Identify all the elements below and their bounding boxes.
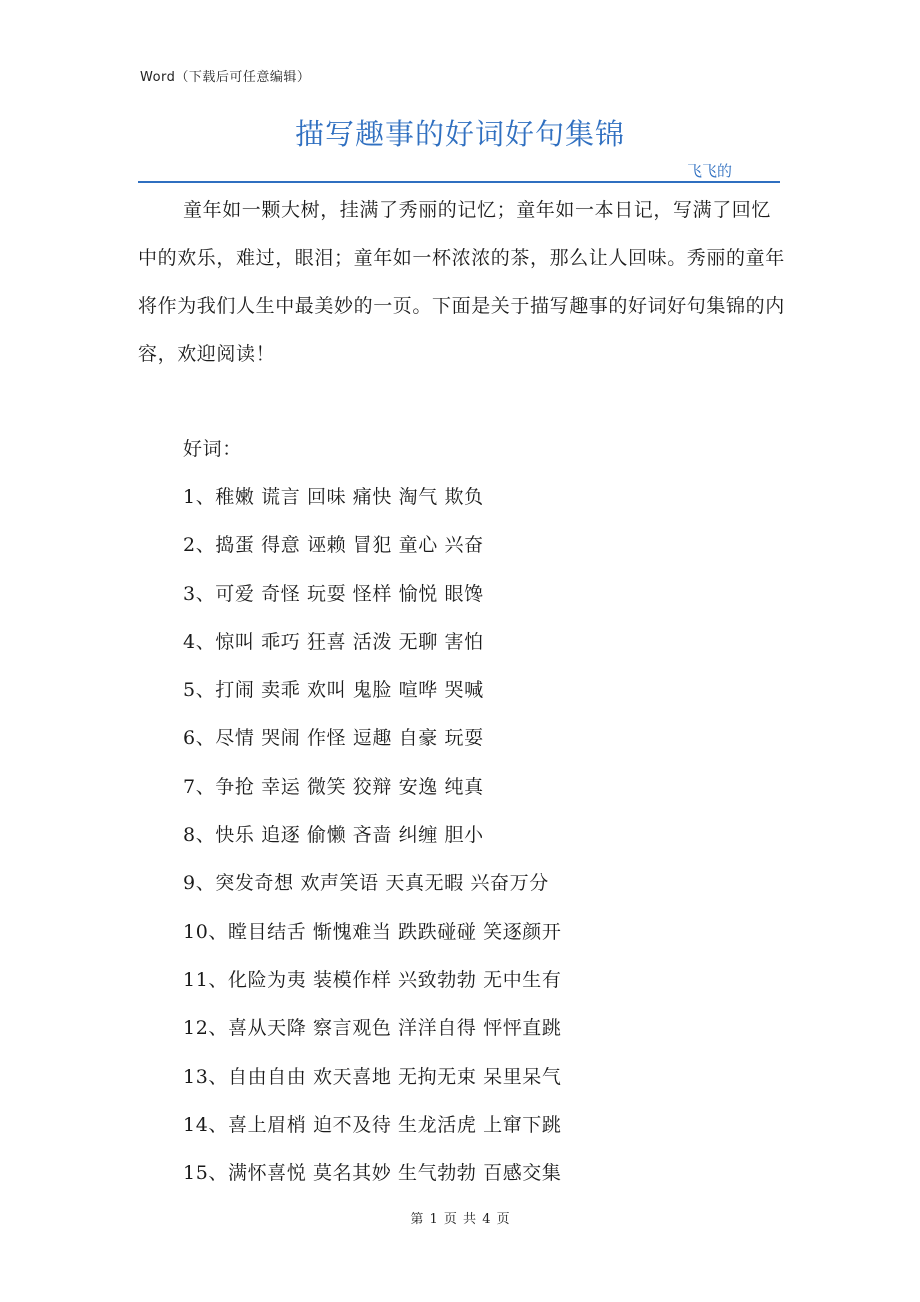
title-divider [138, 181, 780, 183]
page-footer: 第 1 页 共 4 页 [410, 1212, 510, 1227]
word-list-item: 3、可爱 奇怪 玩耍 怪样 愉悦 眼馋 [183, 582, 484, 605]
word-list-item: 8、快乐 追逐 偷懒 吝啬 纠缠 胆小 [183, 824, 484, 847]
document-title: 描写趣事的好词好句集锦 [294, 117, 625, 151]
word-list-item: 9、突发奇想 欢声笑语 天真无暇 兴奋万分 [183, 872, 549, 895]
section-label-good-words: 好词： [183, 438, 242, 460]
word-list-item: 2、捣蛋 得意 诬赖 冒犯 童心 兴奋 [183, 534, 484, 557]
word-list-item: 1、稚嫩 谎言 回味 痛快 淘气 欺负 [183, 486, 484, 508]
word-list-item: 12、喜从天降 察言观色 洋洋自得 怦怦直跳 [183, 1017, 562, 1040]
word-list-item: 7、争抢 幸运 微笑 狡辩 安逸 纯真 [183, 775, 484, 798]
word-list-item: 10、瞠目结舌 惭愧难当 跌跌碰碰 笑逐颜开 [183, 920, 562, 943]
word-list-item: 6、尽情 哭闹 作怪 逗趣 自豪 玩耍 [183, 727, 484, 750]
author-name: 飞飞的 [686, 162, 732, 180]
word-list-item: 11、化险为夷 装模作样 兴致勃勃 无中生有 [183, 968, 562, 991]
word-list-item: 5、打闹 卖乖 欢叫 鬼脸 喧哗 哭喊 [183, 679, 484, 702]
word-list-item: 15、满怀喜悦 莫名其妙 生气勃勃 百感交集 [183, 1162, 562, 1185]
header-note: Word（下载后可任意编辑） [140, 70, 311, 85]
intro-paragraph: 童年如一颗大树，挂满了秀丽的记忆；童年如一本日记，写满了回忆中的欢乐，难过，眼泪；童年如一杯浓浓的茶，那么让人回味。秀丽的童年将作为我们人生中最美妙的一页。下面是关于描写趣事的好词好句集锦的内容，欢迎阅读！ [138, 199, 785, 365]
word-list-item: 14、喜上眉梢 迫不及待 生龙活虎 上窜下跳 [183, 1113, 562, 1136]
word-list-item: 13、自由自由 欢天喜地 无拘无束 呆里呆气 [183, 1065, 562, 1088]
word-list [183, 473, 562, 1197]
word-list-item: 4、惊叫 乖巧 狂喜 活泼 无聊 害怕 [183, 630, 484, 653]
